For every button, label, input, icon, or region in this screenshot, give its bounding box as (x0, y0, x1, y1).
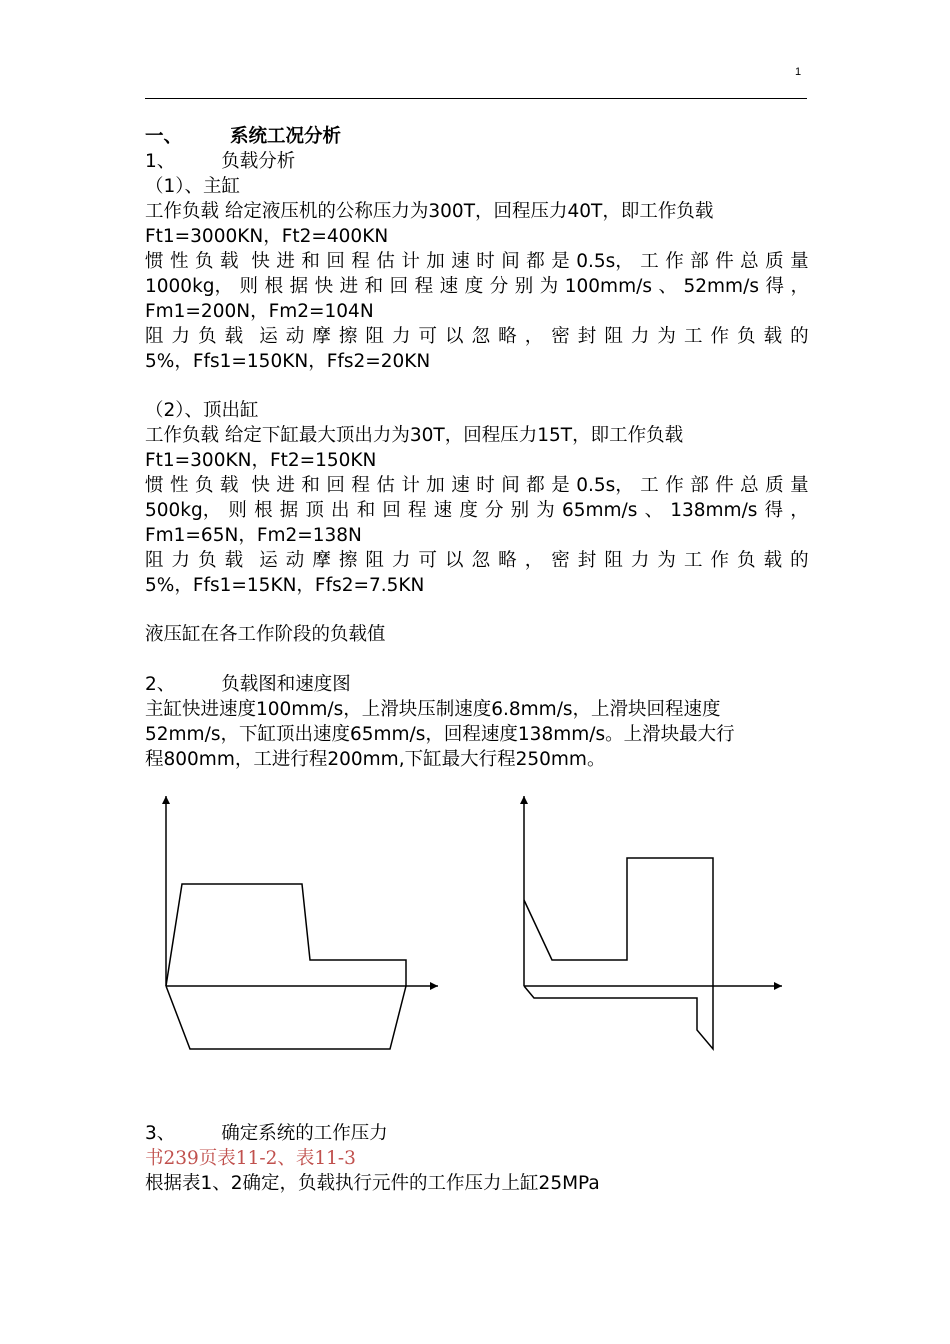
main-cylinder-heading: （1）、主缸 (145, 176, 241, 197)
section-title-number: 一、 (145, 126, 183, 147)
text-segment: 以 (445, 326, 464, 347)
text-segment: 的 (790, 326, 809, 347)
load-diagram (166, 796, 438, 1049)
text-segment: 负 (194, 251, 214, 272)
text-segment: 负 (198, 550, 217, 571)
text-segment: 总 (740, 251, 759, 272)
text-segment: 性 (169, 251, 189, 272)
speed-text-line-3: 程800mm，工进行程200mm,下缸最大行程250mm。 (145, 749, 606, 770)
text-segment: 可 (418, 550, 438, 571)
text-segment: 加 (426, 251, 445, 272)
text-segment: 阻 (145, 326, 164, 347)
subsection-1-text: 负载分析 (221, 151, 296, 172)
text-segment: 密 (551, 550, 570, 571)
text-segment: 性 (169, 475, 189, 496)
text-segment: 作 (665, 251, 684, 272)
text-segment: 据 (289, 276, 309, 297)
text-segment: 顶 (305, 500, 324, 521)
text-segment: 运 (259, 550, 278, 571)
text-segment: 惯 (145, 251, 164, 272)
text-segment: 略 (498, 550, 517, 571)
text-segment: 阻 (365, 326, 384, 347)
text-segment: 擦 (338, 550, 358, 571)
subsection-3-text: 确定系统的工作压力 (221, 1123, 388, 1144)
subsection-2-text: 负载图和速度图 (221, 674, 351, 695)
text-segment: 分 (484, 500, 504, 521)
text-segment: 阻 (365, 550, 384, 571)
eject-work-load-line-2: Ft1=300KN，Ft2=150KN (145, 450, 377, 471)
speed-diagram (524, 796, 782, 1049)
main-work-load-line-1: 工作负载 给定液压机的公称压力为300T，回程压力40T，即工作负载 (145, 201, 714, 222)
text-segment: 件 (715, 251, 734, 272)
text-segment: 以 (445, 550, 464, 571)
text-segment: 出 (331, 500, 350, 521)
text-segment: 加 (426, 475, 445, 496)
text-segment: 程 (414, 276, 434, 297)
text-segment: 质 (765, 251, 784, 272)
working-pressure-text: 根据表1、2确定，负载执行元件的工作压力上缸25MPa (145, 1173, 600, 1194)
page-number: 1 (795, 66, 802, 78)
text-segment: 是 (551, 475, 570, 496)
text-segment: 是 (551, 251, 570, 272)
text-segment: 擦 (338, 326, 358, 347)
text-segment: 负 (194, 475, 214, 496)
text-segment: 和 (301, 251, 320, 272)
speed-diagram-lower-curve (524, 986, 713, 1049)
text-segment: 可 (418, 326, 438, 347)
eject-work-load-line-1: 工作负载 给定下缸最大顶出力为30T，回程压力15T，即工作负载 (145, 425, 684, 446)
load-diagram-upper-curve (166, 884, 406, 986)
text-segment: 质 (765, 475, 784, 496)
text-segment: 阻 (145, 550, 164, 571)
speed-text-line-1: 主缸快进速度100mm/s，上滑块压制速度6.8mm/s，上滑块回程速度 (145, 699, 721, 720)
text-segment: 部 (690, 251, 709, 272)
main-inertia-line-3: Fm1=200N，Fm2=104N (145, 301, 374, 322)
text-segment: 载 (224, 550, 244, 571)
text-segment: 度 (459, 500, 478, 521)
text-segment: 量 (790, 475, 809, 496)
text-segment: 据 (279, 500, 299, 521)
text-segment: 忽 (471, 550, 491, 571)
text-segment: 快 (251, 251, 270, 272)
eject-inertia-line-3: Fm1=65N，Fm2=138N (145, 525, 362, 546)
text-segment: 程 (351, 475, 370, 496)
text-segment: 力 (171, 550, 191, 571)
text-segment: ， (524, 326, 544, 347)
text-segment: 速 (433, 500, 453, 521)
text-segment: 略 (498, 326, 517, 347)
text-segment: 分 (489, 276, 509, 297)
text-segment: 得 (765, 276, 784, 297)
text-segment: 载 (224, 326, 244, 347)
text-segment: 为 (536, 500, 555, 521)
text-segment: 负 (737, 326, 756, 347)
text-segment: 回 (382, 500, 401, 521)
text-segment: 惯 (145, 475, 164, 496)
text-segment: 摩 (312, 550, 331, 571)
text-segment: 进 (276, 475, 295, 496)
subsection-2-number: 2、 (145, 674, 176, 695)
text-segment: 总 (740, 475, 759, 496)
text-segment: 间 (501, 251, 520, 272)
text-segment: 力 (391, 326, 411, 347)
text-segment: 进 (276, 251, 295, 272)
text-segment: 时 (476, 475, 495, 496)
text-segment: 快 (251, 475, 270, 496)
subsection-3-number: 3、 (145, 1123, 176, 1144)
text-segment: 别 (510, 500, 530, 521)
text-segment: 为 (657, 326, 676, 347)
text-segment: 量 (790, 251, 809, 272)
text-segment: 动 (285, 326, 305, 347)
text-segment: 速 (451, 475, 470, 496)
text-segment: ， (524, 550, 544, 571)
eject-resistance-line-2: 5%，Ffs1=15KN，Ffs2=7.5KN (145, 575, 425, 596)
text-segment: 负 (737, 550, 756, 571)
text-segment: 程 (351, 251, 370, 272)
text-segment: 部 (690, 475, 709, 496)
text-segment: 速 (451, 251, 470, 272)
text-segment: 载 (219, 475, 239, 496)
text-segment: 500kg， (145, 500, 222, 521)
text-segment: 工 (683, 550, 703, 571)
text-segment: 时 (476, 251, 495, 272)
text-segment: 力 (630, 326, 650, 347)
text-segment: 都 (526, 475, 545, 496)
text-segment: 则 (228, 500, 247, 521)
text-segment: 工 (683, 326, 703, 347)
text-segment: 回 (389, 276, 409, 297)
text-segment: 件 (715, 475, 734, 496)
text-segment: 度 (464, 276, 484, 297)
text-segment: 0.5s， (576, 251, 634, 272)
text-segment: 作 (710, 326, 730, 347)
text-segment: 密 (551, 326, 570, 347)
text-segment: 速 (439, 276, 459, 297)
text-segment: 、 (644, 500, 664, 521)
text-segment: 100mm/s (564, 276, 652, 297)
text-segment: 计 (401, 251, 420, 272)
text-segment: 回 (326, 251, 345, 272)
text-segment: ， (790, 500, 809, 521)
text-segment: 为 (539, 276, 559, 297)
text-segment: 间 (501, 475, 520, 496)
text-segment: 65mm/s (561, 500, 638, 521)
text-segment: 封 (577, 326, 597, 347)
book-reference-note: 书239页表11-2、表11-3 (145, 1148, 356, 1169)
text-segment: 运 (259, 326, 278, 347)
text-segment: 计 (401, 475, 420, 496)
main-work-load-line-2: Ft1=3000KN，Ft2=400KN (145, 226, 389, 247)
load-values-caption: 液压缸在各工作阶段的负载值 (145, 624, 386, 645)
text-segment: 封 (577, 550, 597, 571)
text-segment: 负 (198, 326, 217, 347)
section-title-text: 系统工况分析 (230, 126, 342, 147)
text-segment: 1000kg， (145, 276, 234, 297)
text-segment: 摩 (312, 326, 331, 347)
text-segment: 载 (763, 550, 783, 571)
text-segment: 快 (314, 276, 334, 297)
text-segment: 估 (376, 475, 395, 496)
subsection-1-number: 1、 (145, 151, 176, 172)
text-segment: 工 (640, 251, 659, 272)
text-segment: 回 (326, 475, 345, 496)
text-segment: 和 (301, 475, 320, 496)
text-segment: 和 (356, 500, 376, 521)
load-diagram-lower-curve (166, 986, 406, 1049)
text-segment: 作 (710, 550, 730, 571)
text-segment: 力 (630, 550, 650, 571)
text-segment: 根 (254, 500, 273, 521)
text-segment: 进 (339, 276, 359, 297)
text-segment: 138mm/s (670, 500, 758, 521)
text-segment: 程 (408, 500, 427, 521)
text-segment: 和 (364, 276, 384, 297)
text-segment: 力 (391, 550, 411, 571)
text-segment: ， (790, 276, 809, 297)
text-segment: 工 (640, 475, 659, 496)
eject-cylinder-heading: （2）、顶出缸 (145, 400, 259, 421)
speed-text-line-2: 52mm/s，下缸顶出速度65mm/s，回程速度138mm/s。上滑块最大行 (145, 724, 735, 745)
text-segment: 为 (657, 550, 676, 571)
text-segment: 、 (658, 276, 677, 297)
subsection-3-title (145, 1121, 809, 1146)
text-segment: 都 (526, 251, 545, 272)
text-segment: 0.5s， (576, 475, 634, 496)
text-segment: 的 (790, 550, 809, 571)
text-segment: 阻 (604, 550, 623, 571)
text-segment: 52mm/s (683, 276, 759, 297)
text-segment: 别 (514, 276, 534, 297)
text-segment: 阻 (604, 326, 623, 347)
text-segment: 动 (285, 550, 305, 571)
text-segment: 估 (376, 251, 395, 272)
text-segment: 载 (219, 251, 239, 272)
text-segment: 力 (171, 326, 191, 347)
text-segment: 则 (239, 276, 259, 297)
main-resistance-line-2: 5%，Ffs1=150KN，Ffs2=20KN (145, 351, 431, 372)
text-segment: 得 (764, 500, 784, 521)
text-segment: 载 (763, 326, 783, 347)
text-segment: 根 (264, 276, 284, 297)
speed-diagram-upper-curve (524, 858, 713, 986)
text-segment: 忽 (471, 326, 491, 347)
text-segment: 作 (665, 475, 684, 496)
